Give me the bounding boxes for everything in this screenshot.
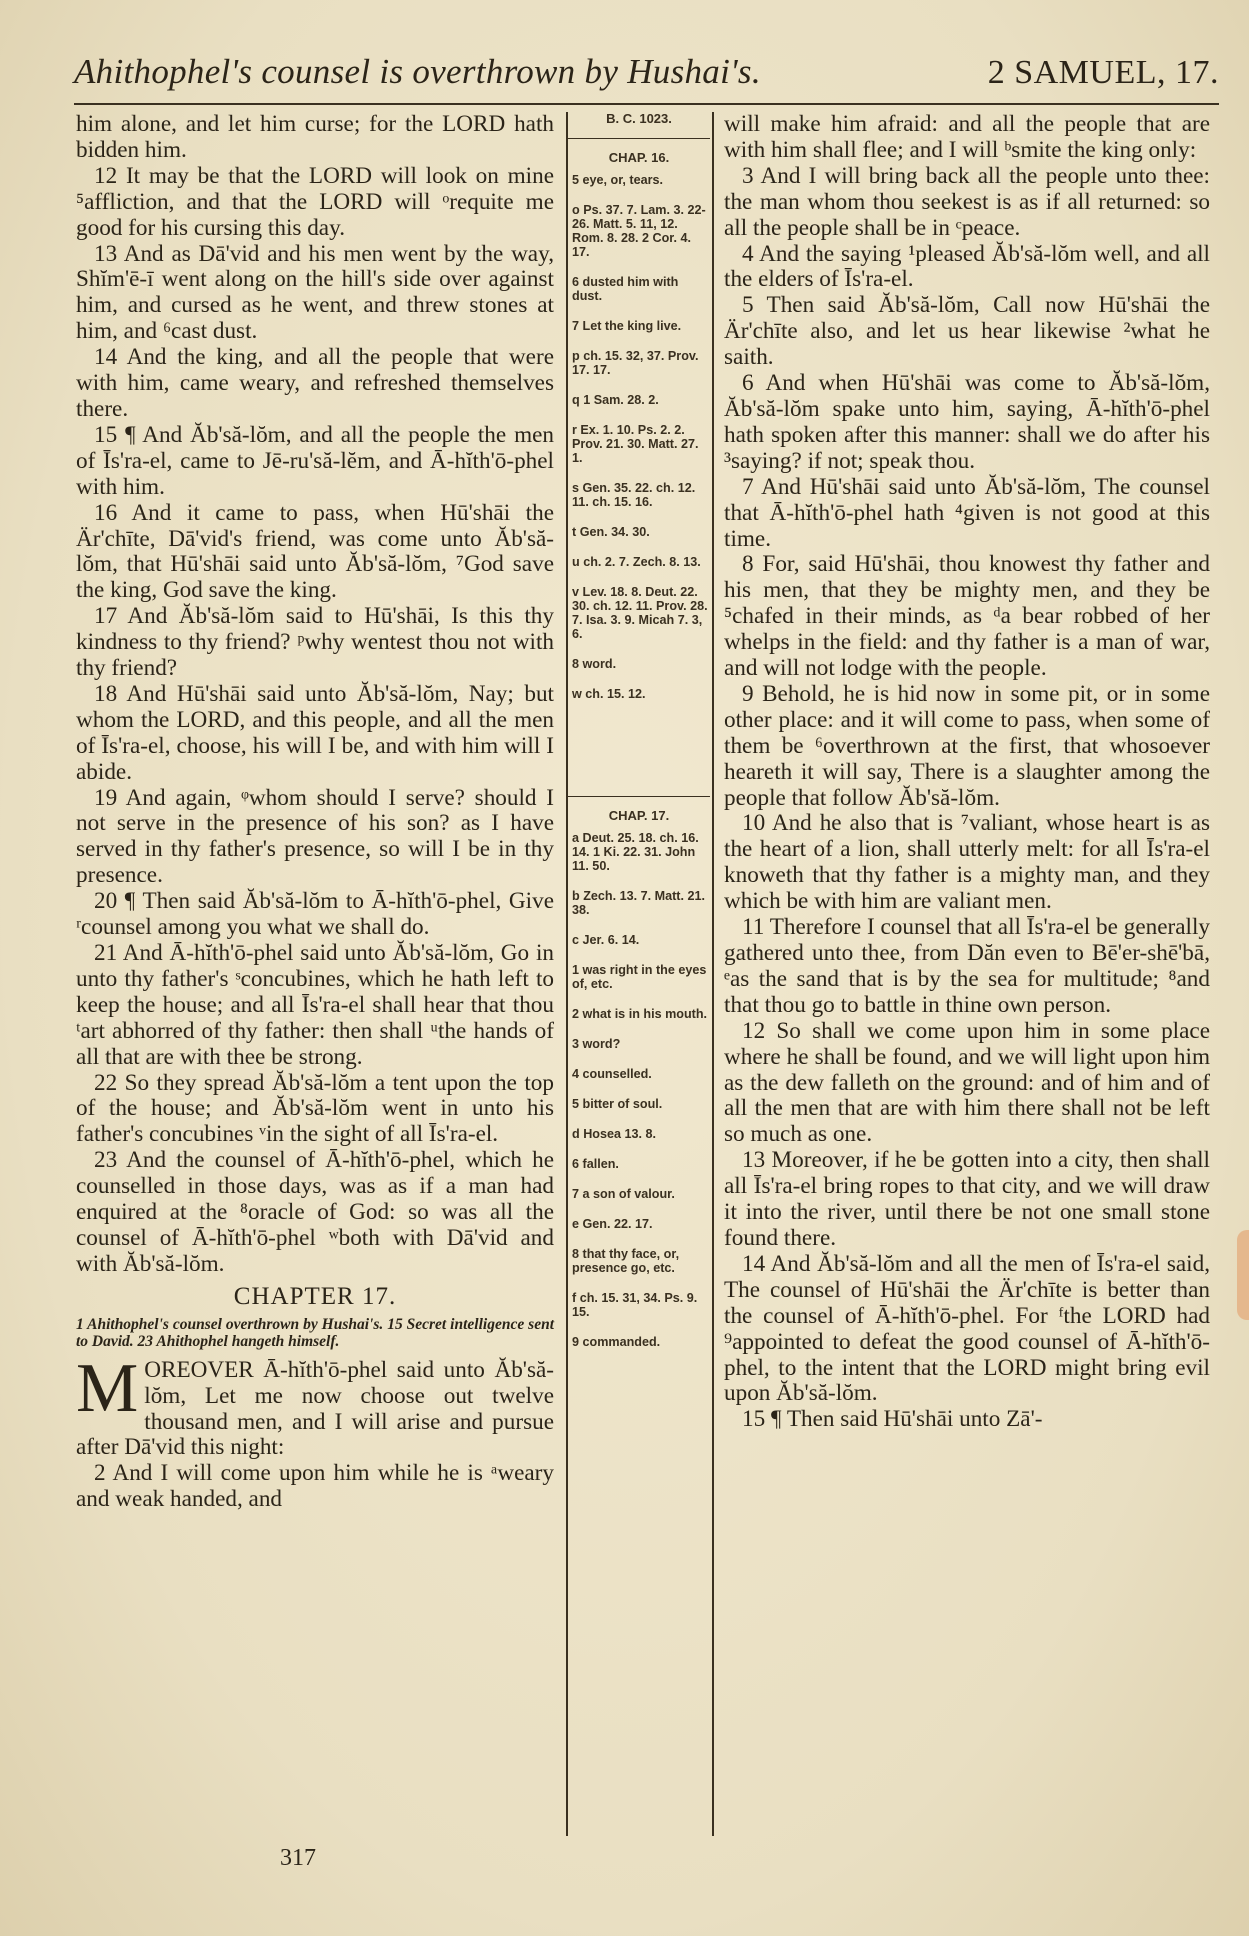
verse: 14 And Ăb'să-lŏm and all the men of Īs'ra-el said, The counsel of Hū'shāi the Är'chīte is better than the counsel of Ā-hĭth'ō-phel. For ᶠthe LORD had ⁹appointed to defeat the good counsel of Ā-hĭth'ō-phel, to the intent that the LORD might bring evil upon Ăb'să-lŏm. — [724, 1250, 1210, 1407]
margin-note: a Deut. 25. 18. ch. 16. 14. 1 Ki. 22. 31. John 11. 50. — [572, 831, 699, 873]
verse: 12 So shall we come upon him in some place where he shall be found, and we will light upon him as the dew falleth on the ground: and of him and of all the men that are with him there shall not be left so much as one. — [724, 1017, 1210, 1148]
verse: 9 Behold, he is hid now in some pit, or in some other place: and it will come to pass, when some of them be ⁶overthrown at the first, that whosoever heareth it will say, There is a slaughter among the people that follow Ăb'să-lŏm. — [724, 680, 1210, 811]
verse: 8 For, said Hū'shāi, thou knowest thy father and his men, that they be mighty men, and they be ⁵chafed in their minds, as ᵈa bear robbed of her whelps in the field: and thy father is a man of war, and will not lodge with the people. — [724, 551, 1210, 682]
margin-note: 1 was right in the eyes of, etc. — [572, 963, 707, 991]
header-book-chapter: 2 SAMUEL, 17. — [987, 54, 1219, 91]
verse: 11 Therefore I counsel that all Īs'ra-el be generally gathered unto thee, from Dăn even to Bē'er-shē'bā, ᵉas the sand that is by the sea for multitude; ⁸and that thou go to battle in thine own person. — [724, 914, 1210, 1018]
verse: 5 Then said Ăb'să-lŏm, Call now Hū'shāi the Är'chīte also, and let us hear likewise ²what he saith. — [724, 292, 1210, 371]
margin-note: 8 that thy face, or, presence go, etc. — [572, 1247, 680, 1275]
page-number: 317 — [280, 1845, 316, 1871]
verse: 21 And Ā-hĭth'ō-phel said unto Ăb'să-lŏm, Go in unto thy father's ˢconcubines, which he hath left to keep the house; and all Īs'ra-el shall hear that thou ᵗart abhorred of thy father: then shall ᵘthe hands of all that are with thee be strong. — [76, 940, 554, 1070]
right-column — [724, 112, 1210, 1433]
margin-note: 3 word? — [572, 1037, 621, 1051]
margin-note: 2 what is in his mouth. — [572, 1007, 708, 1021]
left-column — [76, 112, 554, 1513]
verse: 22 So they spread Ăb'să-lŏm a tent upon the top of the house; and Ăb'să-lŏm went in unto his father's concubines ᵛin the sight of all Īs'ra-el. — [76, 1069, 554, 1148]
margin-note: w ch. 15. 12. — [572, 687, 646, 701]
margin-note: 5 eye, or, tears. — [572, 173, 664, 187]
margin-rule — [568, 138, 710, 139]
chapter-opening — [76, 1349, 554, 1462]
verse: 2 And I will come upon him while he is ᵃweary and weak handed, and — [76, 1460, 554, 1513]
running-header — [74, 52, 1219, 102]
margin-note: 7 Let the king live. — [572, 319, 682, 333]
verse: 19 And again, ᵠwhom should I serve? should I not serve in the presence of his son? as I have served in thy father's presence, so will I be in thy presence. — [76, 784, 554, 889]
verse: 13 And as Dā'vid and his men went by the way, Shĭm'ē-ī went along on the hill's side over against him, and cursed as he went, and threw stones at him, and ⁶cast dust. — [76, 240, 554, 345]
margin-note: 9 commanded. — [572, 1335, 661, 1349]
verse: 14 And the king, and all the people that were with him, came weary, and refreshed themselves there. — [76, 344, 554, 422]
margin-note: 5 bitter of soul. — [572, 1097, 663, 1111]
verse: 6 And when Hū'shāi was come to Ăb'să-lŏm, Ăb'să-lŏm spake unto him, saying, Ā-hĭth'ō-phel hath spoken after this manner: shall we do after his ³saying? if not; speak thou. — [724, 370, 1210, 474]
verse: 20 ¶ Then said Ăb'să-lŏm to Ā-hĭth'ō-phel, Give ʳcounsel among you what we shall do. — [76, 888, 554, 941]
verse: 17 And Ăb'să-lŏm said to Hū'shāi, Is this thy kindness to thy friend? ᵖwhy wentest thou not with thy friend? — [76, 603, 554, 682]
header-rule — [74, 103, 1219, 105]
margin-note: f ch. 15. 31, 34. Ps. 9. 15. — [572, 1291, 698, 1319]
margin-note: 8 word. — [572, 657, 617, 671]
margin-note: 6 dusted him with dust. — [572, 275, 679, 303]
margin-note: u ch. 2. 7. Zech. 8. 13. — [572, 555, 701, 569]
margin-note: d Hosea 13. 8. — [572, 1127, 656, 1141]
margin-note: q 1 Sam. 28. 2. — [572, 393, 659, 407]
margin-rule — [568, 796, 710, 797]
opening-text: OREOVER Ā-hĭth'ō-phel said unto Ăb'să-lŏm, Let me now choose out twelve thousand men, and I will arise and pursue after Dā'vid this night: — [76, 1356, 554, 1461]
margin-chapter-16: CHAP. 16. — [608, 150, 670, 165]
drop-cap: M — [76, 1349, 139, 1427]
verse: 23 And the counsel of Ā-hĭth'ō-phel, which he counselled in those days, was as if a man had enquired at the ⁸oracle of God: so was all the counsel of Ā-hĭth'ō-phel ʷboth with Dā'vid and with Ăb'să-lŏm. — [76, 1147, 554, 1277]
margin-note: 4 counselled. — [572, 1067, 652, 1081]
verse: will make him afraid: and all the people that are with him shall flee; and I will ᵇsmite the king only: — [724, 111, 1210, 163]
chapter-heading: CHAPTER 17. — [233, 1282, 397, 1310]
margin-note: r Ex. 1. 10. Ps. 2. 2. Prov. 21. 30. Matt. 27. 1. — [572, 423, 699, 465]
margin-note: e Gen. 22. 17. — [572, 1217, 653, 1231]
column-divider-right — [712, 112, 714, 1836]
verse: 7 And Hū'shāi said unto Ăb'să-lŏm, The counsel that Ā-hĭth'ō-phel hath ⁴given is not good at this time. — [724, 473, 1210, 552]
verse: 18 And Hū'shāi said unto Ăb'să-lŏm, Nay; but whom the LORD, and this people, and all the men of Īs'ra-el, choose, his will I be, and with him will I abide. — [76, 680, 554, 785]
verse: 16 And it came to pass, when Hū'shāi the Är'chīte, Dā'vid's friend, was come unto Ăb'să-lŏm, that Hū'shāi said unto Ăb'să-lŏm, ⁷God save the king, God save the king. — [76, 499, 554, 604]
date-note: B. C. 1023. — [606, 111, 672, 126]
margin-note: t Gen. 34. 30. — [572, 525, 650, 539]
margin-note: b Zech. 13. 7. Matt. 21. 38. — [572, 889, 705, 917]
verse: him alone, and let him curse; for the LORD hath bidden him. — [76, 111, 554, 163]
verse: 10 And he also that is ⁷valiant, whose heart is as the heart of a lion, shall utterly melt: for all Īs'ra-el knoweth that thy father is a mighty man, and they which be with him are valiant men. — [724, 810, 1210, 915]
thumb-index-tab — [1237, 1230, 1249, 1320]
margin-note: v Lev. 18. 8. Deut. 22. 30. ch. 12. 11. Prov. 28. 7. Isa. 3. 9. Micah 7. 3, 6. — [572, 585, 708, 641]
margin-note: s Gen. 35. 22. ch. 12. 11. ch. 15. 16. — [572, 481, 696, 509]
margin-references — [568, 112, 710, 1365]
margin-note: p ch. 15. 32, 37. Prov. 17. 17. — [572, 349, 699, 377]
verse: 15 ¶ Then said Hū'shāi unto Zā'- — [742, 1406, 1043, 1433]
verse: 4 And the saying ¹pleased Ăb'să-lŏm well, and all the elders of Īs'ra-el. — [724, 240, 1210, 293]
verse: 3 And I will bring back all the people unto thee: the man whom thou seekest is as if all returned: so all the people shall be in ᶜpeace. — [724, 162, 1210, 241]
verse: 13 Moreover, if he be gotten into a city, then shall all Īs'ra-el bring ropes to that city, and we will draw it into the river, until there be not one small stone found there. — [724, 1147, 1210, 1251]
margin-note: c Jer. 6. 14. — [572, 933, 640, 947]
margin-chapter-17: CHAP. 17. — [608, 808, 670, 823]
header-title: Ahithophel's counsel is overthrown by Hushai's. — [74, 52, 761, 91]
verse: 15 ¶ And Ăb'să-lŏm, and all the people the men of Īs'ra-el, came to Jē-ru'să-lĕm, and Ā-hĭth'ō-phel with him. — [76, 421, 554, 500]
margin-note: 6 fallen. — [572, 1157, 619, 1171]
margin-note: 7 a son of valour. — [572, 1187, 675, 1201]
chapter-summary: 1 Ahithophel's counsel overthrown by Hushai's. 15 Secret intelligence sent to David. 23 Ahithophel hangeth himself. — [76, 1315, 554, 1350]
margin-note: o Ps. 37. 7. Lam. 3. 22-26. Matt. 5. 11, 12. Rom. 8. 28. 2 Cor. 4. 17. — [572, 203, 706, 259]
verse: 12 It may be that the LORD will look on mine ⁵affliction, and that the LORD will ᵒrequite me good for his cursing this day. — [76, 162, 554, 241]
